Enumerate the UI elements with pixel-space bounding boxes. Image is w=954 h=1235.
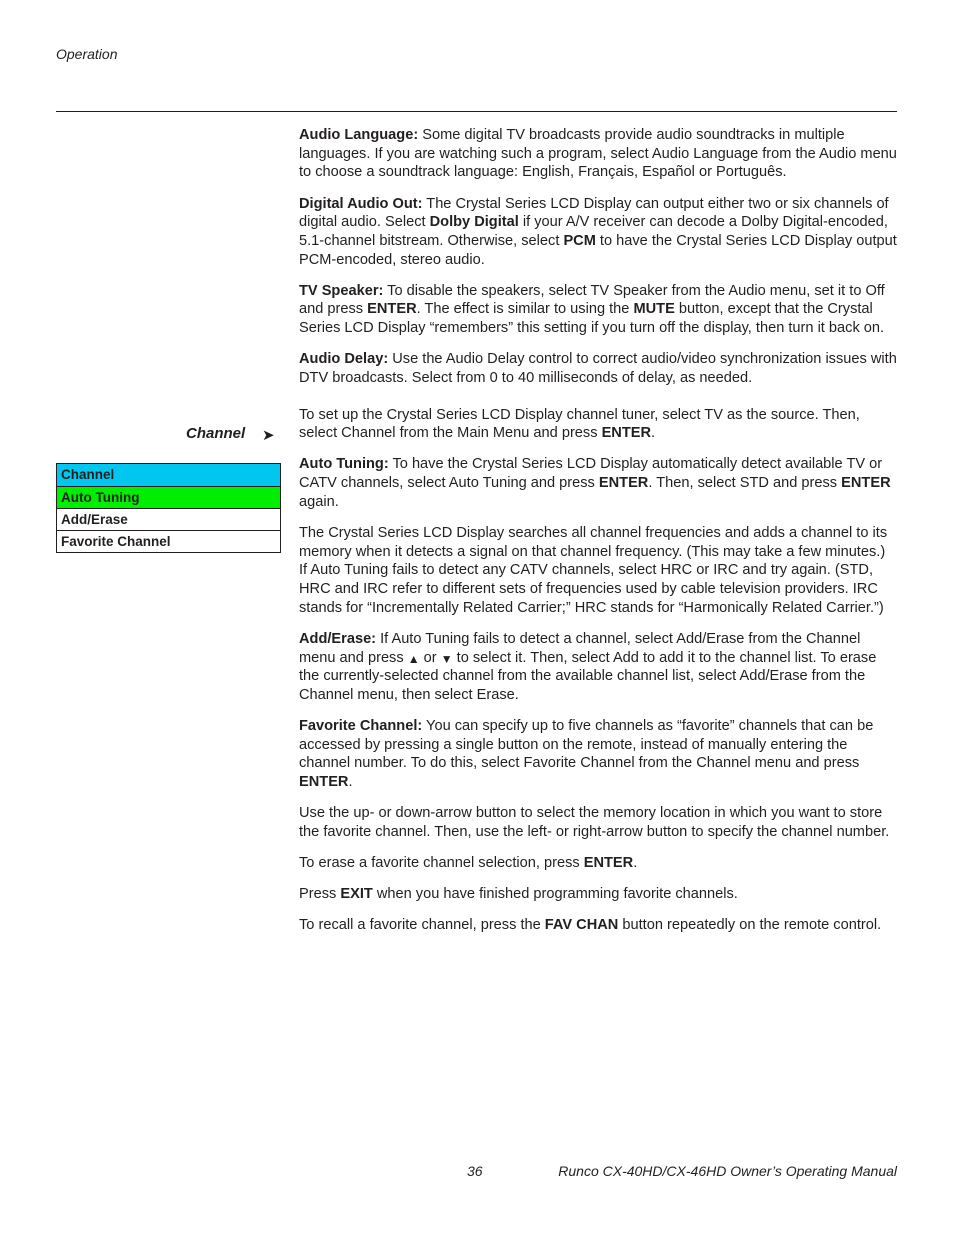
menu-title-channel: Channel	[57, 464, 280, 486]
paragraph-exit: Press EXIT when you have finished programming favorite channels.	[299, 886, 738, 903]
paragraph-arrow-buttons: Use the up- or down-arrow button to select the memory location in which you want to store the favorite channel. Then, use the left- or right-arrow button to specify the channel number.	[299, 805, 890, 840]
paragraph-tv-speaker: TV Speaker: To disable the speakers, select TV Speaker from the Audio menu, set it to Off and press ENTER. The effect is similar to using the MUTE button, except that the Crystal Series LCD Display “remembers” this setting if you turn off the display, then turn it back on.	[299, 282, 885, 337]
section-heading-channel: Channel	[186, 425, 246, 442]
paragraph-channel-intro: To set up the Crystal Series LCD Display channel tuner, select TV as the source. Then, select Channel from the Main Menu and press ENTER.	[299, 406, 860, 442]
channel-menu-illustration	[56, 463, 281, 553]
paragraph-erase: To erase a favorite channel selection, press ENTER.	[299, 855, 638, 872]
paragraph-search: The Crystal Series LCD Display searches all channel frequencies and adds a channel to its memory when it detects a signal on that channel frequency. (This may take a few minutes.) If Auto Tuning fails to detect any CATV channels, select HRC or IRC and try again. (STD, HRC and IRC refer to different sets of frequencies used by cable television providers. IRC stands for “Incrementally Related Carrier;” HRC stands for “Harmonically Related Carrier.”)	[299, 524, 888, 616]
body-text	[299, 126, 897, 947]
page-number: 36	[467, 1163, 483, 1179]
up-arrow-icon: ▲	[407, 651, 420, 666]
term: Add/Erase:	[299, 630, 377, 647]
term: Audio Language:	[299, 127, 419, 143]
header-divider	[56, 111, 897, 112]
manual-title: Runco CX-40HD/CX-46HD Owner’s Operating Manual	[558, 1163, 897, 1179]
paragraph-recall: To recall a favorite channel, press the FAV CHAN button repeatedly on the remote control.	[299, 917, 882, 934]
term: Favorite Channel:	[299, 718, 423, 735]
paragraph-digital-audio-out: Digital Audio Out: The Crystal Series LCD Display can output either two or six channels of digital audio. Select Dolby Digital if your A/V receiver can decode a Dolby Digital-encoded, 5.1-channel bitstream. Otherwise, select PCM to have the Crystal Series LCD Display output PCM-encoded, stereo audio.	[299, 195, 897, 268]
running-header: Operation	[56, 46, 118, 62]
paragraph-audio-language: Audio Language: Some digital TV broadcasts provide audio soundtracks in multiple languages. If you are watching such a program, select Audio Language from the Audio menu to choose a soundtrack language: English, Français, Español or Português.	[299, 127, 897, 181]
section-arrow-icon: ➤	[262, 427, 275, 444]
term: Audio Delay:	[299, 351, 389, 368]
down-arrow-icon: ▼	[440, 651, 453, 666]
paragraph-audio-delay: Audio Delay: Use the Audio Delay control to correct audio/video synchronization issues with DTV broadcasts. Select from 0 to 40 milliseconds of delay, as needed.	[299, 351, 897, 386]
paragraph-auto-tuning: Auto Tuning: To have the Crystal Series LCD Display automatically detect available TV or CATV channels, select Auto Tuning and press ENTER. Then, select STD and press ENTER again.	[299, 456, 891, 510]
paragraph-add-erase: Add/Erase: If Auto Tuning fails to detect a channel, select Add/Erase from the Channel menu and press ▲ or ▼ to select it. Then, select Add to add it to the channel list. To erase the currently-selected channel from the available channel list, select Add/Erase from the Channel menu, then select Erase.	[299, 630, 877, 703]
term: Digital Audio Out:	[299, 195, 423, 212]
menu-item-favorite-channel: Favorite Channel	[57, 530, 280, 552]
term: TV Speaker:	[299, 282, 384, 299]
paragraph-favorite-channel: Favorite Channel: You can specify up to five channels as “favorite” channels that can be accessed by pressing a single button on the remote, instead of manually entering the channel number. To do this, select Favorite Channel from the Channel menu and press ENTER.	[299, 718, 874, 791]
menu-item-add-erase: Add/Erase	[57, 508, 280, 530]
menu-item-auto-tuning: Auto Tuning	[57, 486, 280, 508]
term: Auto Tuning:	[299, 456, 389, 473]
